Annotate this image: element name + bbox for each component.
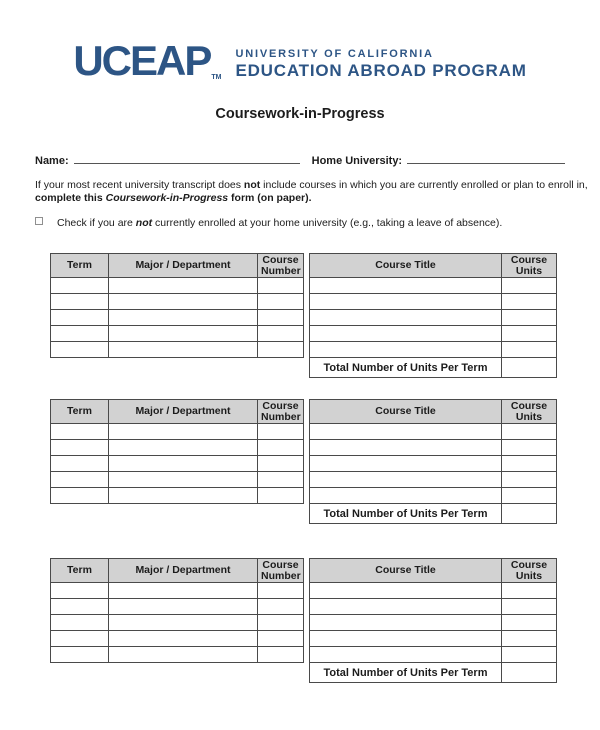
table-row [310, 424, 557, 440]
instructions-seg2: not [243, 179, 261, 191]
coursework-table-1-left [50, 253, 304, 358]
table-row [51, 310, 304, 326]
table-row [310, 472, 557, 488]
checkbox-seg3: currently enrolled at your home university (e.g., taking a leave of absence). [152, 217, 503, 229]
table-row [310, 310, 557, 326]
course-units-cell[interactable] [502, 472, 557, 488]
page-title: Coursework-in-Progress [215, 106, 385, 122]
major-department-cell[interactable] [109, 647, 258, 663]
table-row [51, 472, 304, 488]
major-department-cell[interactable] [109, 456, 258, 472]
coursework-table-1-right [309, 253, 557, 378]
major-department-cell[interactable] [109, 615, 258, 631]
col-header-course-units: Course Units [502, 254, 557, 278]
col-header-term: Term [51, 559, 109, 583]
major-department-cell[interactable] [109, 472, 258, 488]
col-header-major-department: Major / Department [109, 400, 258, 424]
major-department-cell[interactable] [109, 583, 258, 599]
major-department-cell[interactable] [109, 310, 258, 326]
course-title-cell[interactable] [310, 294, 502, 310]
coursework-table-3-right [309, 558, 557, 683]
coursework-table-3-left [50, 558, 304, 663]
major-department-cell[interactable] [109, 278, 258, 294]
table-row [51, 615, 304, 631]
course-number-cell[interactable] [258, 647, 304, 663]
col-header-course-title: Course Title [310, 400, 502, 424]
table-row [310, 278, 557, 294]
checkbox-seg2: not [135, 217, 153, 229]
course-title-cell[interactable] [310, 326, 502, 342]
course-title-cell[interactable] [310, 472, 502, 488]
course-number-cell[interactable] [258, 294, 304, 310]
instructions-seg1: If your most recent university transcript does [35, 179, 244, 191]
course-number-cell[interactable] [258, 488, 304, 504]
coursework-table-2-right [309, 399, 557, 524]
course-title-cell[interactable] [310, 342, 502, 358]
major-department-cell[interactable] [109, 599, 258, 615]
col-header-major-department: Major / Department [109, 559, 258, 583]
course-units-cell[interactable] [502, 440, 557, 456]
table-row [51, 294, 304, 310]
course-number-cell[interactable] [258, 424, 304, 440]
header-row [310, 400, 557, 424]
major-department-cell[interactable] [109, 488, 258, 504]
table-row [310, 488, 557, 504]
home-university-input-line[interactable] [407, 151, 565, 164]
table-row [310, 342, 557, 358]
term-cell[interactable] [51, 647, 109, 663]
course-units-cell[interactable] [502, 488, 557, 504]
table-row [51, 488, 304, 504]
table-row [51, 456, 304, 472]
total-units-value-cell[interactable] [502, 663, 557, 683]
uceap-wordmark-text: UCEAP [73, 37, 211, 84]
major-department-cell[interactable] [109, 424, 258, 440]
uceap-wordmark [73, 37, 222, 84]
total-units-label: Total Number of Units Per Term [310, 504, 502, 524]
course-title-cell[interactable] [310, 278, 502, 294]
course-number-cell[interactable] [258, 278, 304, 294]
term-cell[interactable] [51, 278, 109, 294]
course-number-cell[interactable] [258, 583, 304, 599]
table-row [51, 278, 304, 294]
course-number-cell[interactable] [258, 310, 304, 326]
instructions-seg6: form (on paper). [228, 192, 312, 204]
course-title-cell[interactable] [310, 599, 502, 615]
instructions-line-2 [35, 192, 565, 205]
header-row [51, 254, 304, 278]
table-row [51, 440, 304, 456]
instructions-paragraph [35, 179, 588, 205]
course-units-cell[interactable] [502, 615, 557, 631]
course-units-cell[interactable] [502, 583, 557, 599]
col-header-course-title: Course Title [310, 559, 502, 583]
course-number-cell[interactable] [258, 472, 304, 488]
term-cell[interactable] [51, 488, 109, 504]
course-units-cell[interactable] [502, 310, 557, 326]
table-row [310, 631, 557, 647]
term-cell[interactable] [51, 472, 109, 488]
course-units-cell[interactable] [502, 278, 557, 294]
coursework-table-2-left [50, 399, 304, 504]
col-header-course-number: Course Number [258, 400, 304, 424]
coursework-table-2 [50, 399, 600, 524]
course-title-cell[interactable] [310, 583, 502, 599]
col-header-course-title: Course Title [310, 254, 502, 278]
major-department-cell[interactable] [109, 342, 258, 358]
col-header-term: Term [51, 254, 109, 278]
instructions-seg3: include courses in which you are currently enrolled or plan to enroll in, [260, 179, 588, 191]
course-number-cell[interactable] [258, 456, 304, 472]
total-units-label: Total Number of Units Per Term [310, 663, 502, 683]
checkbox-label [57, 217, 502, 230]
course-units-cell[interactable] [502, 424, 557, 440]
logo-education-abroad-program: EDUCATION ABROAD PROGRAM [235, 61, 527, 81]
term-cell[interactable] [51, 456, 109, 472]
course-units-cell[interactable] [502, 456, 557, 472]
major-department-cell[interactable] [109, 326, 258, 342]
coursework-table-1 [50, 253, 600, 378]
course-units-cell[interactable] [502, 631, 557, 647]
total-row [310, 663, 557, 683]
course-number-cell[interactable] [258, 615, 304, 631]
total-row [310, 504, 557, 524]
term-cell[interactable] [51, 424, 109, 440]
header-row [51, 400, 304, 424]
course-title-cell[interactable] [310, 310, 502, 326]
name-home-university-row [35, 151, 565, 167]
table-row [51, 583, 304, 599]
course-title-cell[interactable] [310, 456, 502, 472]
course-title-cell[interactable] [310, 631, 502, 647]
col-header-course-number: Course Number [258, 559, 304, 583]
course-title-cell[interactable] [310, 647, 502, 663]
term-cell[interactable] [51, 440, 109, 456]
major-department-cell[interactable] [109, 294, 258, 310]
course-title-cell[interactable] [310, 488, 502, 504]
course-units-cell[interactable] [502, 342, 557, 358]
logo-university-of-california: UNIVERSITY OF CALIFORNIA [235, 47, 434, 60]
not-enrolled-checkbox-row [35, 217, 565, 230]
course-number-cell[interactable] [258, 440, 304, 456]
uceap-logo [0, 0, 600, 82]
major-department-cell[interactable] [109, 440, 258, 456]
table-row [51, 326, 304, 342]
instructions-seg4: complete this [35, 192, 106, 204]
course-number-cell[interactable] [258, 342, 304, 358]
term-cell[interactable] [51, 583, 109, 599]
table-row [51, 631, 304, 647]
term-cell[interactable] [51, 310, 109, 326]
course-title-cell[interactable] [310, 424, 502, 440]
not-enrolled-checkbox[interactable] [35, 217, 43, 225]
term-cell[interactable] [51, 599, 109, 615]
home-university-label: Home University: [311, 155, 403, 167]
major-department-cell[interactable] [109, 631, 258, 647]
table-row [51, 424, 304, 440]
term-cell[interactable] [51, 631, 109, 647]
course-title-cell[interactable] [310, 440, 502, 456]
col-header-major-department: Major / Department [109, 254, 258, 278]
total-units-label: Total Number of Units Per Term [310, 358, 502, 378]
coursework-table-3 [50, 558, 600, 683]
total-units-value-cell[interactable] [502, 504, 557, 524]
col-header-course-number: Course Number [258, 254, 304, 278]
term-cell[interactable] [51, 294, 109, 310]
instructions-seg5: Coursework-in-Progress [105, 192, 229, 204]
name-input-line[interactable] [74, 151, 300, 164]
course-title-cell[interactable] [310, 615, 502, 631]
checkbox-seg1: Check if you are [57, 217, 136, 229]
logo-text-block [235, 48, 526, 82]
table-row [51, 599, 304, 615]
table-row [310, 456, 557, 472]
header-row [51, 559, 304, 583]
course-units-cell[interactable] [502, 294, 557, 310]
col-header-term: Term [51, 400, 109, 424]
header-row [310, 254, 557, 278]
table-row [310, 647, 557, 663]
course-units-cell[interactable] [502, 599, 557, 615]
name-label: Name: [35, 155, 69, 167]
instructions-line-1 [35, 179, 588, 192]
table-row [310, 615, 557, 631]
table-row [310, 583, 557, 599]
table-row [51, 647, 304, 663]
course-units-cell[interactable] [502, 647, 557, 663]
term-cell[interactable] [51, 326, 109, 342]
header-row [310, 559, 557, 583]
trademark-symbol: TM [211, 74, 222, 81]
table-row [310, 440, 557, 456]
course-number-cell[interactable] [258, 326, 304, 342]
term-cell[interactable] [51, 342, 109, 358]
col-header-course-units: Course Units [502, 559, 557, 583]
course-number-cell[interactable] [258, 631, 304, 647]
total-units-value-cell[interactable] [502, 358, 557, 378]
table-row [310, 599, 557, 615]
course-number-cell[interactable] [258, 599, 304, 615]
table-row [310, 294, 557, 310]
total-row [310, 358, 557, 378]
col-header-course-units: Course Units [502, 400, 557, 424]
course-units-cell[interactable] [502, 326, 557, 342]
table-row [310, 326, 557, 342]
table-row [51, 342, 304, 358]
term-cell[interactable] [51, 615, 109, 631]
